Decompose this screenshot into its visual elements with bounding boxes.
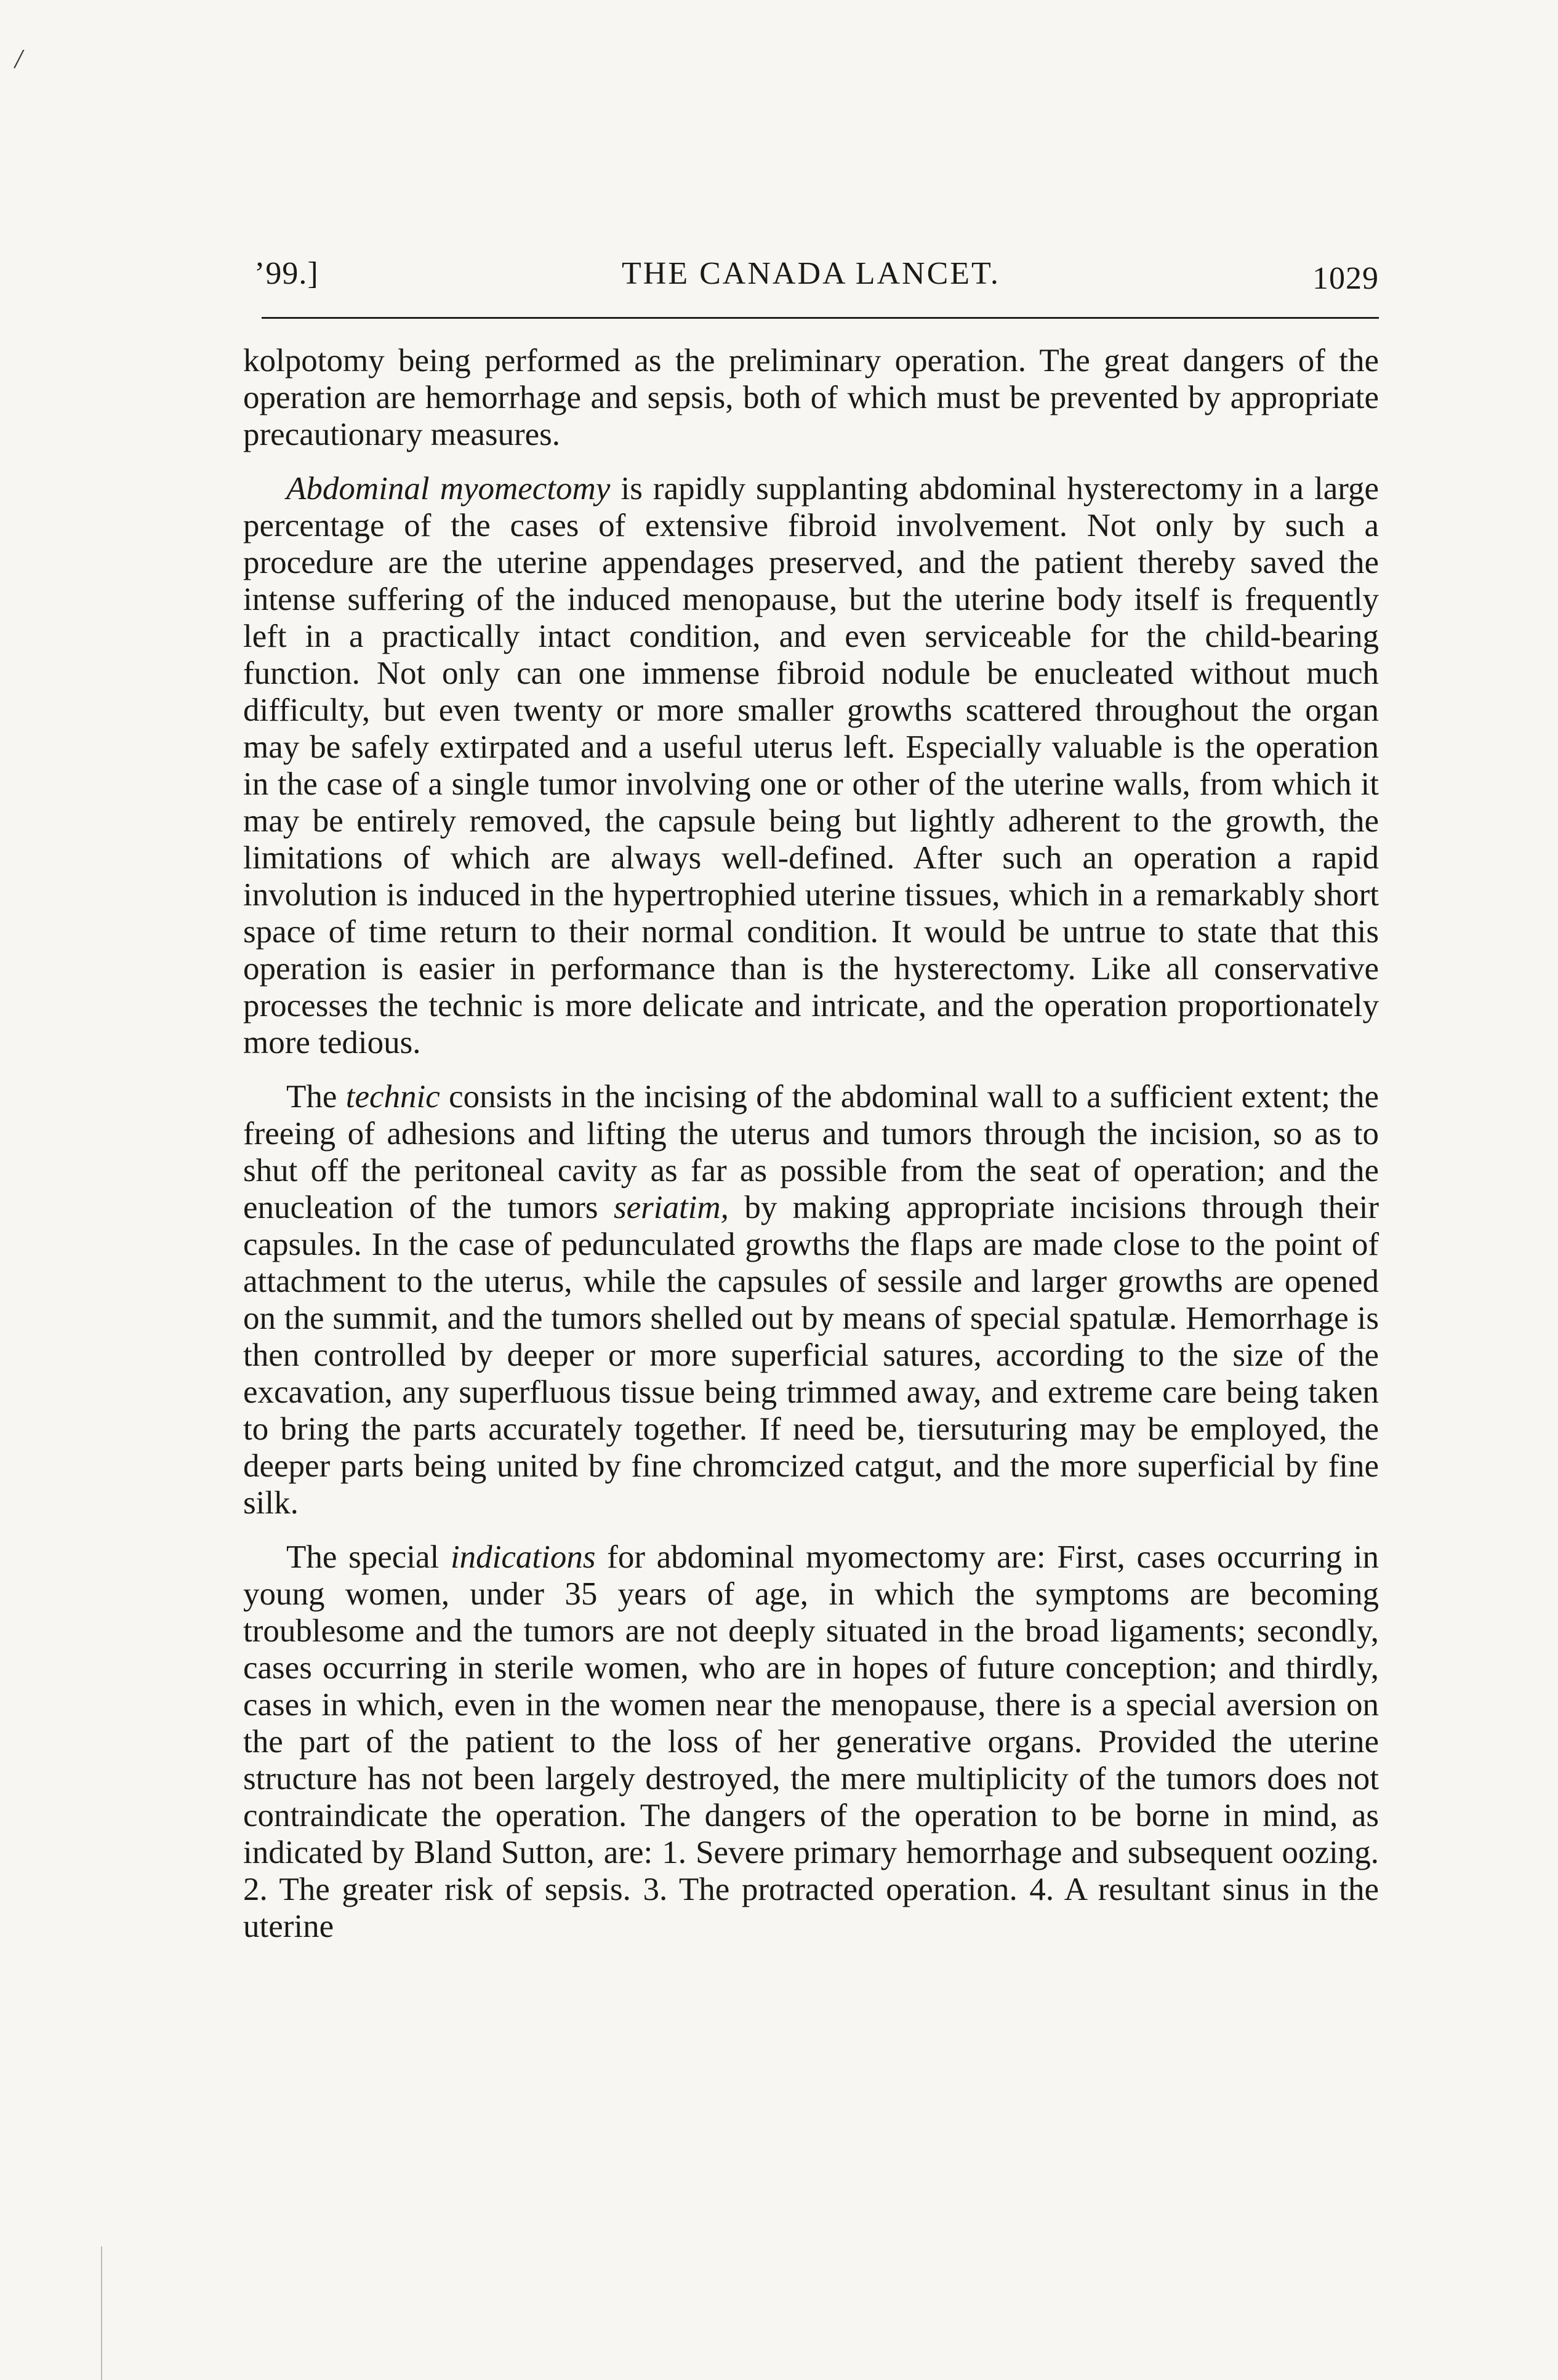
paragraph-indications [243,1539,1379,1945]
paragraph-kolpotomy [243,342,1379,453]
document-page [243,249,1379,1962]
paragraph-technic [243,1078,1379,1521]
paragraph-text: kolpotomy being performed as the preliminary operation. The great dangers of the operation are hemorrhage and sepsis, both of which must be prevented by appropriate precautionary measures. [243,343,1379,452]
paragraph-text: by making appropriate incisions through their capsules. In the case of pedunculated growths the flaps are made close to the point of attachment to the uterus, while the capsules of sessile and larger growths are opened on the summit, and the tumors shelled out by means of special spatulæ. Hemorrhage is then controlled by deeper or more superficial satures, according to the size of the excavation, any superfluous tissue being trimmed away, and extreme care being taken to bring the parts accurately together. If need be, tiersuturing may be employed, the deeper parts being united by fine chromcized catgut, and the more superficial by fine silk. [243,1190,1379,1521]
journal-title: THE CANADA LANCET. [622,256,1000,291]
paragraph-abdominal-myomectomy [243,470,1379,1061]
article-body [243,342,1379,1945]
paragraph-text: The [286,1079,346,1115]
page-number: 1029 [1312,261,1379,296]
paragraph-text: is rapidly supplanting abdominal hysterectomy in a large percentage of the cases of extensive fibroid involvement. Not only by such a procedure are the uterine appendages preserved, and the patient thereby saved the intense suffering of the induced menopause, but the uterine body itself is frequently left in a practically intact condition, and even serviceable for the child-bearing function. Not only can one immense fibroid nodule be enucleated without much difficulty, but even twenty or more smaller growths scattered throughout the organ may be safely extirpated and a useful uterus left. Especially valuable is the operation in the case of a single tumor involving one or other of the uterine walls, from which it may be entirely removed, the capsule being but lightly adherent to the growth, the limitations of which are always well-defined. After such an operation a rapid involution is induced in the hypertrophied uterine tissues, which in a remarkably short space of time return to their normal condition. It would be untrue to state that this operation is easier in performance than is the hysterectomy. Like all conservative processes the technic is more delicate and intricate, and the operation proportionately more tedious. [243,471,1379,1060]
stray-scan-mark: / [15,44,23,74]
paragraph-text: consists in the incising of the abdominal wall to a sufficient extent; the freeing of adhesions and lifting the uterus and tumors through the incision, so as to shut off the peritoneal cavity as far as possible from the seat of operation; and the enucleation of the tumors [243,1079,1379,1225]
italic-term: technic [345,1079,440,1115]
italic-heading: Abdominal myomectomy [286,471,611,507]
volume-year: ’99.] [254,256,319,291]
running-head [243,249,1379,299]
italic-term: seriatim, [613,1190,729,1225]
paragraph-text: for abdominal myomectomy are: First, cases occurring in young women, under 35 years of age, in which the symptoms are becoming troublesome and the tumors are not deeply situated in the broad ligaments; secondly, cases occurring in sterile women, who are in hopes of future conception; and thirdly, cases in which, even in the women near the menopause, there is a special aversion on the part of the patient to the loss of her generative organs. Provided the uterine structure has not been largely destroyed, the mere multiplicity of the tumors does not contraindicate the operation. The dangers of the operation to be borne in mind, as indicated by Bland Sutton, are: 1. Severe primary hemorrhage and subsequent oozing. 2. The greater risk of sepsis. 3. The protracted operation. 4. A resultant sinus in the uterine [243,1539,1379,1944]
header-rule [262,317,1379,319]
italic-term: indications [450,1539,596,1575]
scan-edge-line [101,2246,102,2380]
paragraph-text: The special [286,1539,451,1575]
